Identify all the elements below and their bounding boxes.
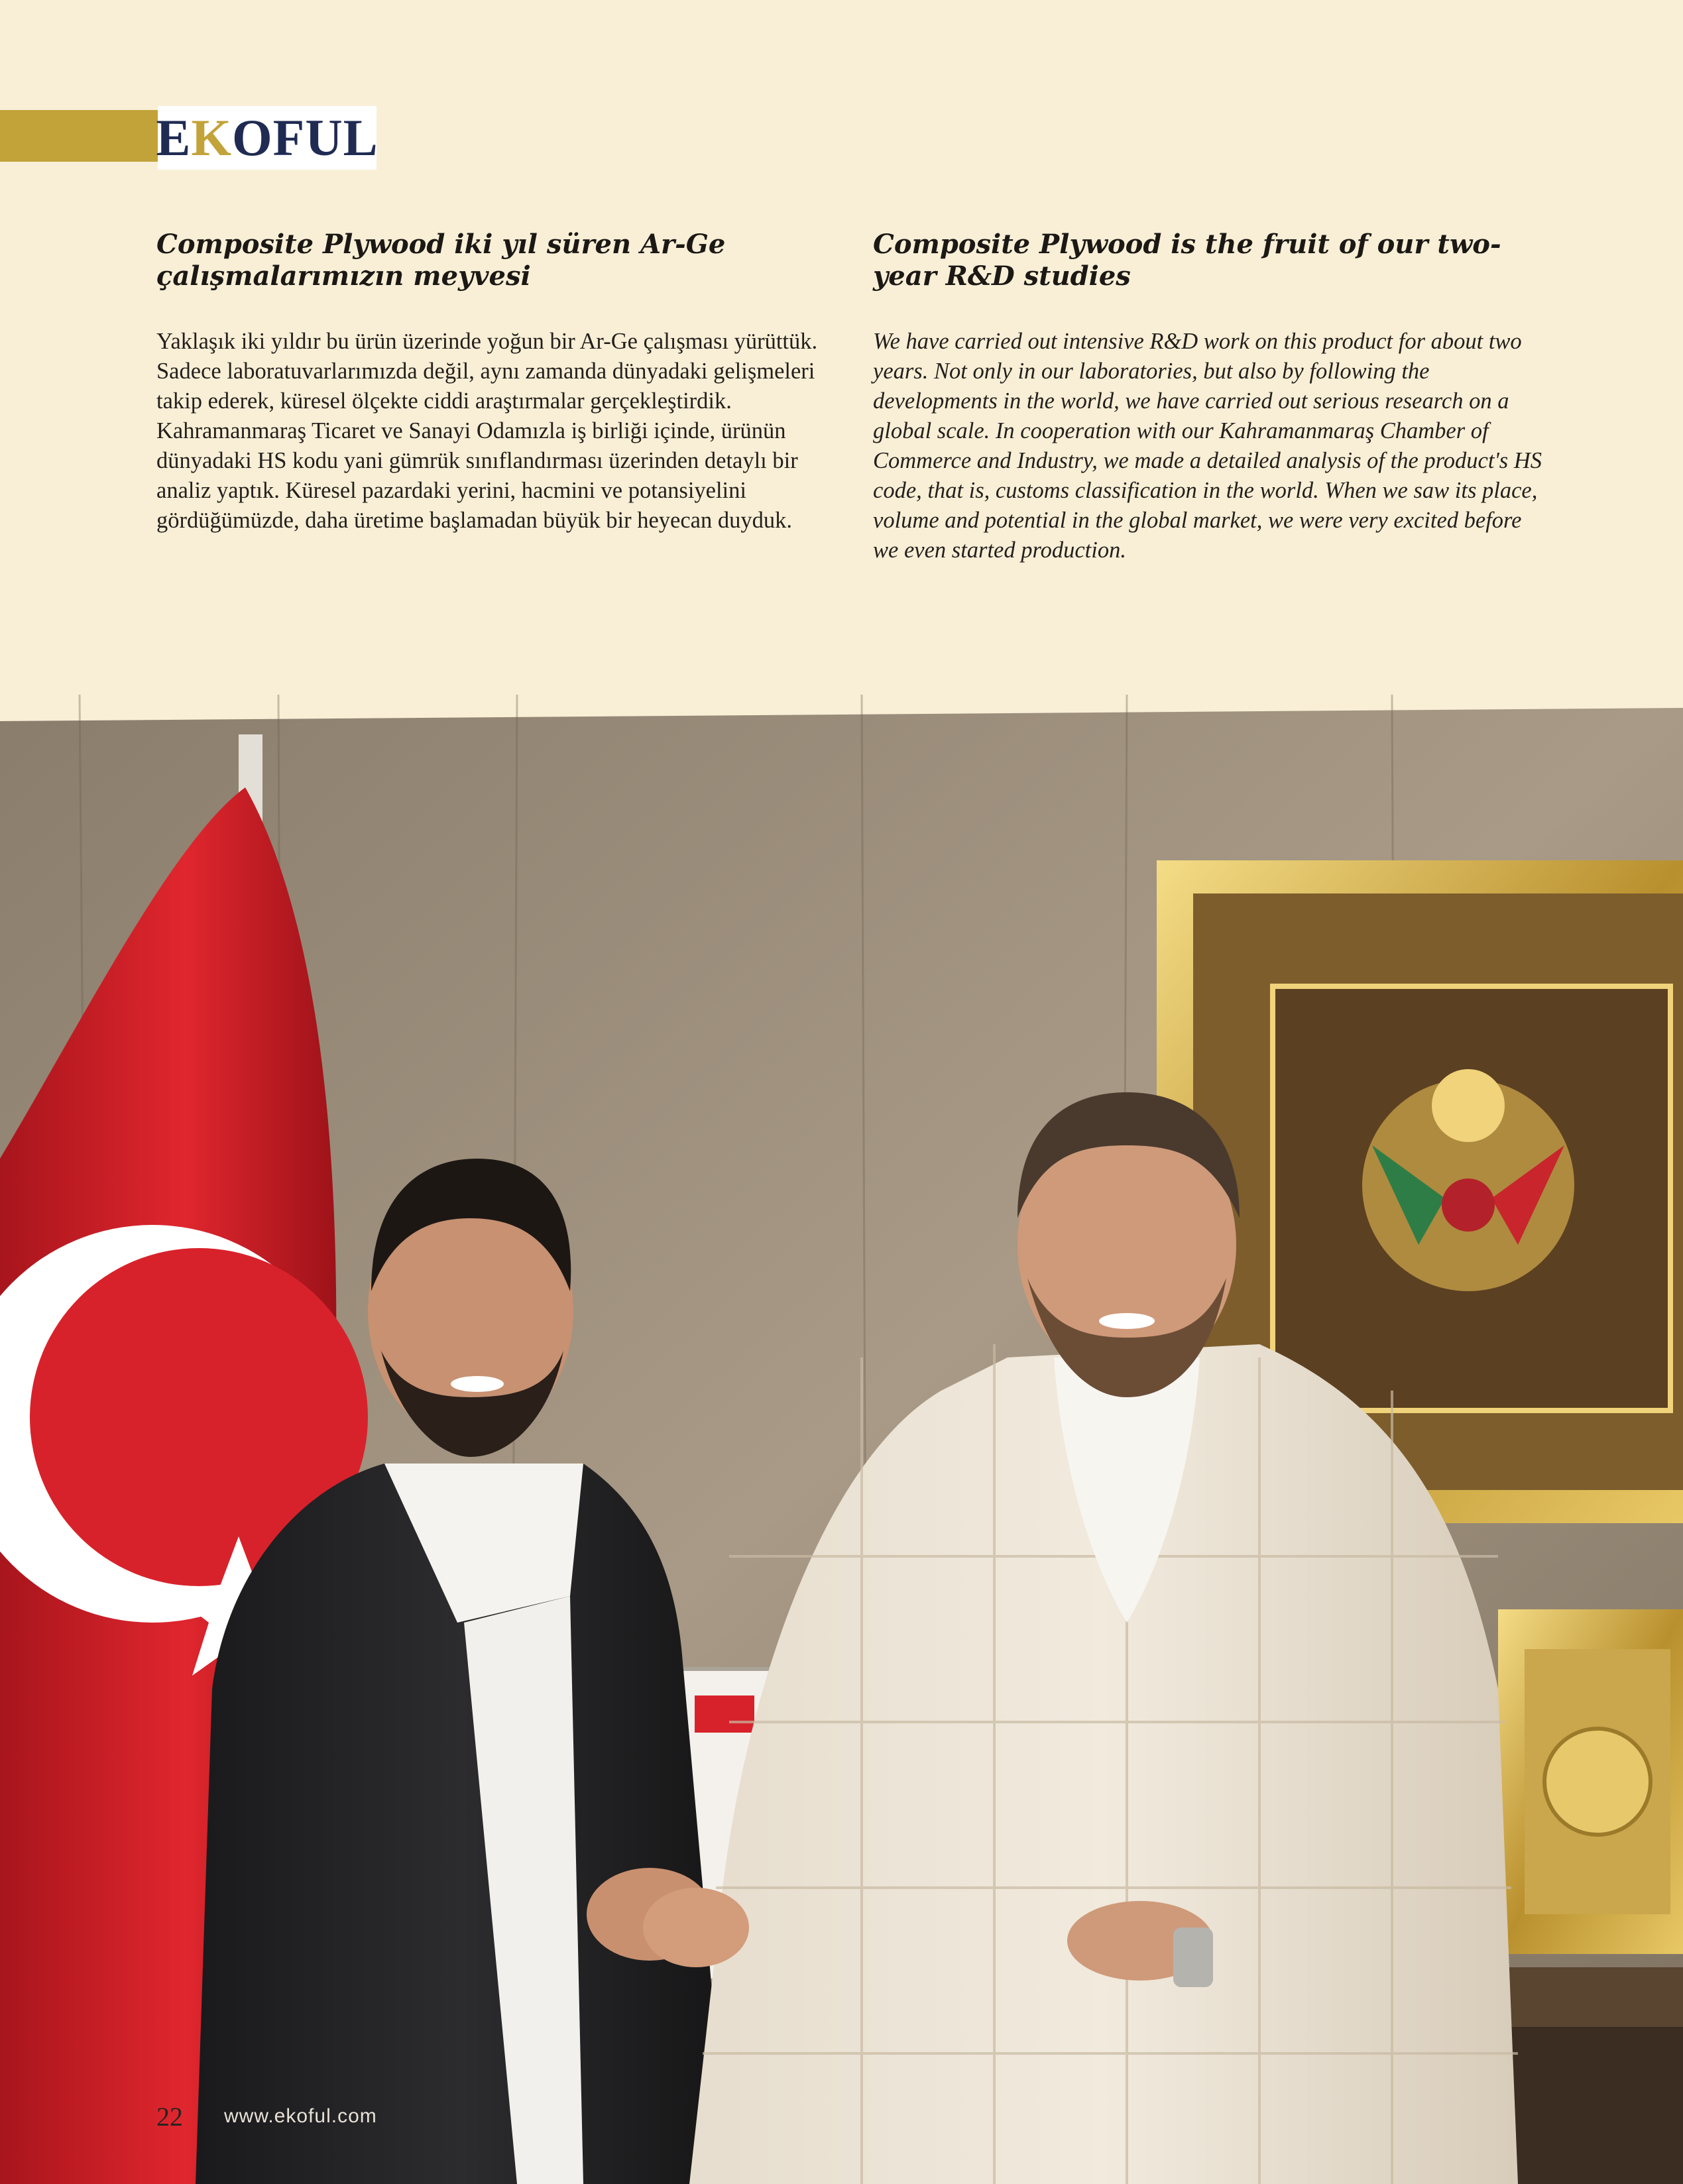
logo-letters-rest: OFUL	[232, 109, 378, 166]
gold-decor	[1498, 1609, 1683, 1954]
turkish-heading: Composite Plywood iki yıl süren Ar-Ge çalışmalarımızın meyvesi	[156, 229, 726, 292]
brand-bar	[0, 110, 158, 162]
turkish-body: Yaklaşık iki yıldır bu ürün üzerinde yoğun bir Ar-Ge çalışması yürüttük. Sadece laboratuvarlarımızda değil, aynı zamanda dünyadaki gelişmeleri takip ederek, küresel ölçekte ciddi araştırmalar gerçekleştirdik. Kahramanmaraş Ticaret ve Sanayi Odamızla iş birliği içinde, ürünün dünyadaki HS kodu yani gümrük sınıflandırması üzerinden detaylı bir analiz yaptık. Küresel pazardaki yerini, hacmini ve potansiyelini gördüğümüzde, daha üretime başlamadan büyük bir heyecan duyduk.	[156, 329, 818, 533]
logo-letter-k: K	[191, 109, 233, 166]
logo-letter-e: E	[156, 109, 192, 166]
turkish-column	[156, 229, 826, 536]
page-number: 22	[156, 2102, 183, 2132]
website-url[interactable]: www.ekoful.com	[224, 2105, 377, 2127]
ekoful-logo	[158, 106, 377, 170]
english-heading: Composite Plywood is the fruit of our two-year R&D studies	[873, 229, 1501, 292]
handshake-photo	[0, 695, 1683, 2184]
english-body: We have carried out intensive R&D work on this product for about two years. Not only in our laboratories, but also by following the developments in the world, we have carried out serious research on a global scale. In cooperation with our Kahramanmaraş Chamber of Commerce and Industry, we made a detailed analysis of the product's HS code, that is, customs classification in the world. When we saw its place, volume and potential in the global market, we were very excited before we even started production.	[873, 329, 1542, 563]
english-column	[873, 229, 1542, 565]
